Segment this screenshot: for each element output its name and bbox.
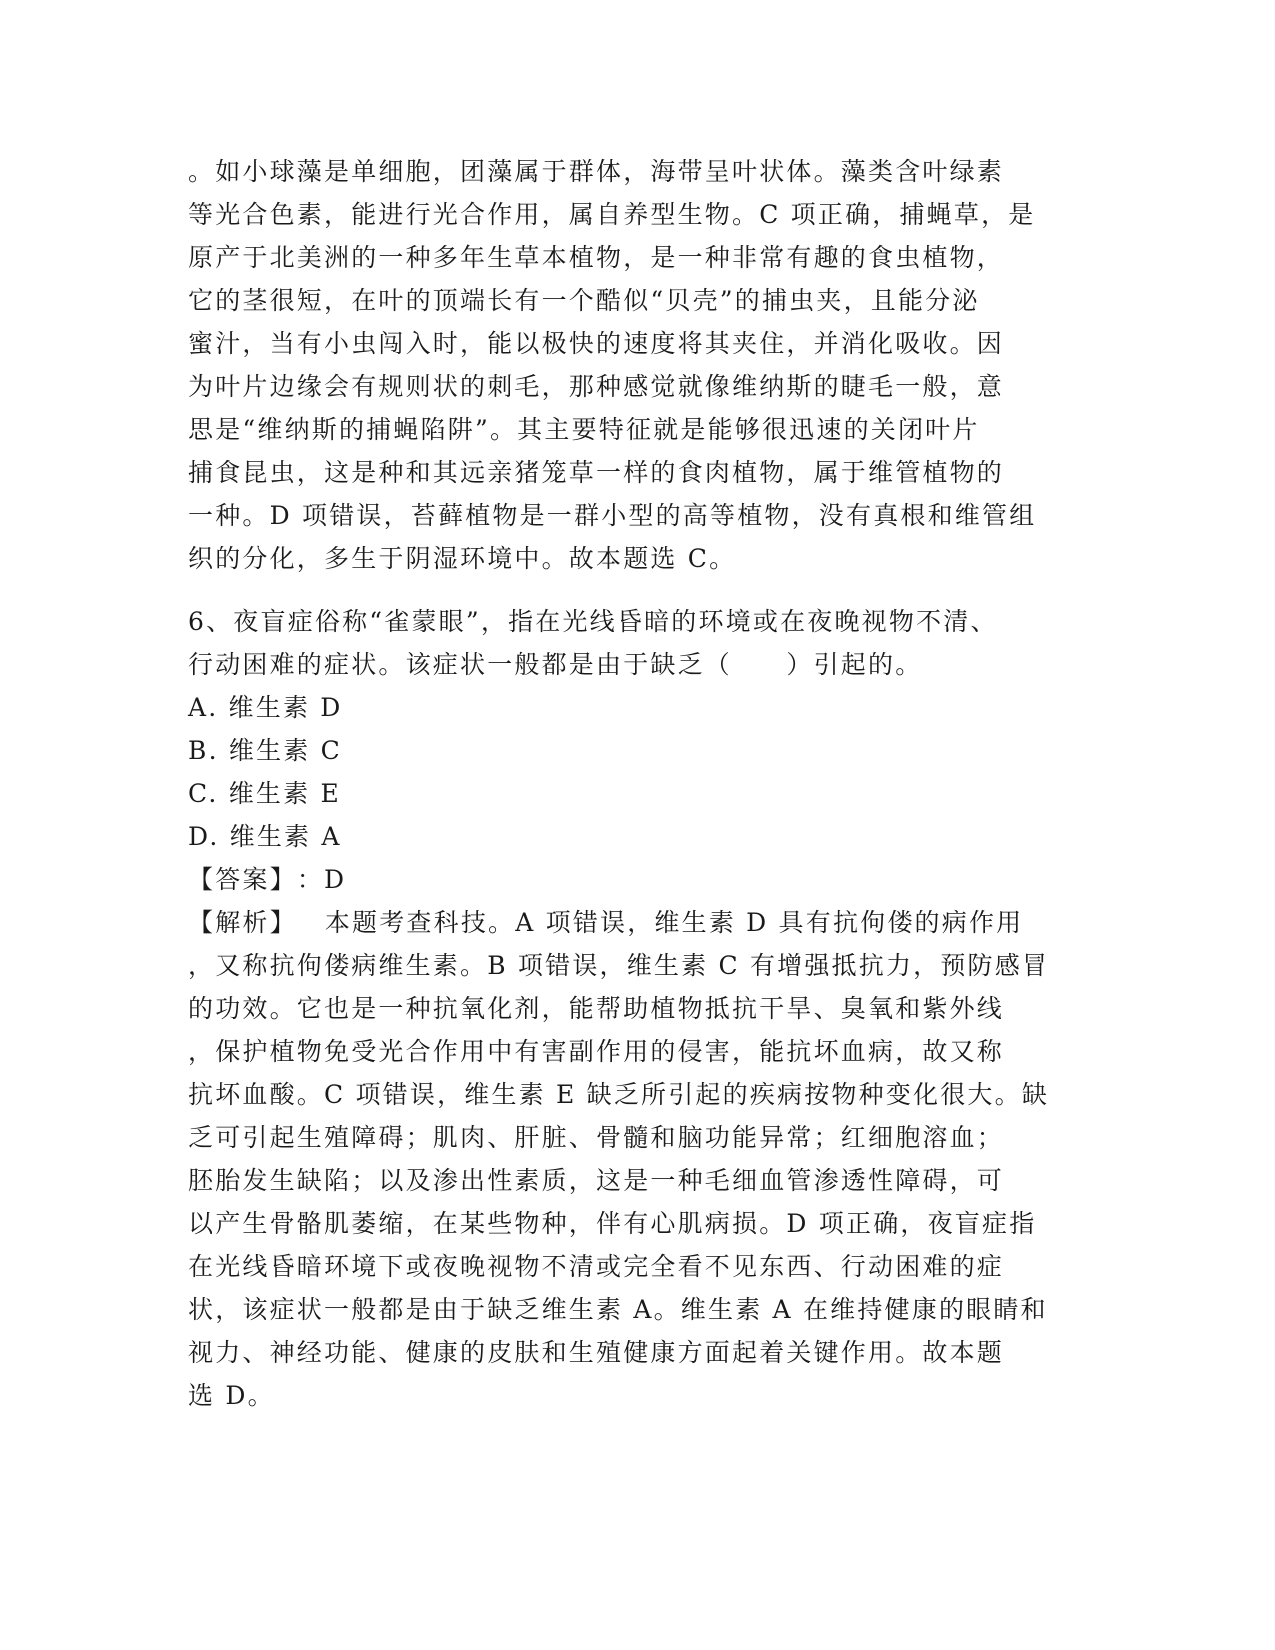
question-stem-line: 6、夜盲症俗称“雀蒙眼”，指在光线昏暗的环境或在夜晚视物不清、 (188, 607, 998, 636)
analysis-line: 胚胎发生缺陷；以及渗出性素质，这是一种毛细血管渗透性障碍，可 (188, 1166, 1005, 1195)
analysis-label: 【解析】 (188, 908, 297, 937)
analysis-line: 乏可引起生殖障碍；肌肉、肝脏、骨髓和脑功能异常；红细胞溶血； (188, 1123, 1005, 1152)
option-a: A. 维生素 D (188, 693, 343, 722)
analysis-first-line (188, 901, 1088, 944)
analysis-line: 在光线昏暗环境下或夜晚视物不清或完全看不见东西、行动困难的症 (188, 1252, 1005, 1281)
text-line: 蜜汁，当有小虫闯入时，能以极快的速度将其夹住，并消化吸收。因 (188, 329, 1005, 358)
text-line: 它的茎很短，在叶的顶端长有一个酷似“贝壳”的捕虫夹，且能分泌 (188, 286, 980, 315)
analysis-line: 的功效。它也是一种抗氧化剂，能帮助植物抵抗干旱、臭氧和紫外线 (188, 994, 1005, 1023)
analysis-line: ，又称抗佝偻病维生素。B 项错误，维生素 C 有增强抵抗力，预防感冒 (188, 951, 1050, 980)
paragraph-gap (188, 580, 1088, 600)
analysis-line: 视力、神经功能、健康的皮肤和生殖健康方面起着关键作用。故本题 (188, 1338, 1005, 1367)
text-line: 捕食昆虫，这是种和其远亲猪笼草一样的食肉植物，属于维管植物的 (188, 458, 1005, 487)
answer-label: 【答案】 (188, 865, 297, 894)
option-c: C. 维生素 E (188, 779, 341, 808)
text-line: 一种。D 项错误，苔藓植物是一群小型的高等植物，没有真根和维管组 (188, 501, 1037, 530)
text-line: 等光合色素，能进行光合作用，属自养型生物。C 项正确，捕蝇草，是 (188, 200, 1036, 229)
analysis-text: 本题考查科技。A 项错误，维生素 D 具有抗佝偻的病作用 (324, 908, 1024, 937)
text-line: 。如小球藻是单细胞，团藻属于群体，海带呈叶状体。藻类含叶绿素 (188, 157, 1005, 186)
option-d: D. 维生素 A (188, 822, 342, 851)
text-line: 思是“维纳斯的捕蝇陷阱”。其主要特征就是能够很迅速的关闭叶片 (188, 415, 980, 444)
question-stem-line: 行动困难的症状。该症状一般都是由于缺乏（ ）引起的。 (188, 650, 923, 679)
text-line: 原产于北美洲的一种多年生草本植物，是一种非常有趣的食虫植物， (188, 243, 1005, 272)
answer-value: ：D (296, 865, 347, 894)
analysis-line: 抗坏血酸。C 项错误，维生素 E 缺乏所引起的疾病按物种变化很大。缺 (188, 1080, 1050, 1109)
document-page (188, 150, 1088, 1417)
text-line: 为叶片边缘会有规则状的刺毛，那种感觉就像维纳斯的睫毛一般，意 (188, 372, 1005, 401)
text-line: 织的分化，多生于阴湿环境中。故本题选 C。 (188, 544, 737, 573)
previous-analysis-continuation (188, 150, 1088, 580)
question-6 (188, 600, 1088, 1417)
analysis-line: ，保护植物免受光合作用中有害副作用的侵害，能抗坏血病，故又称 (188, 1037, 1005, 1066)
analysis-line: 选 D。 (188, 1381, 275, 1410)
option-b: B. 维生素 C (188, 736, 342, 765)
analysis-line: 状，该症状一般都是由于缺乏维生素 A。维生素 A 在维持健康的眼睛和 (188, 1295, 1048, 1324)
answer-line (188, 858, 1088, 901)
analysis-line: 以产生骨骼肌萎缩，在某些物种，伴有心肌病损。D 项正确，夜盲症指 (188, 1209, 1037, 1238)
